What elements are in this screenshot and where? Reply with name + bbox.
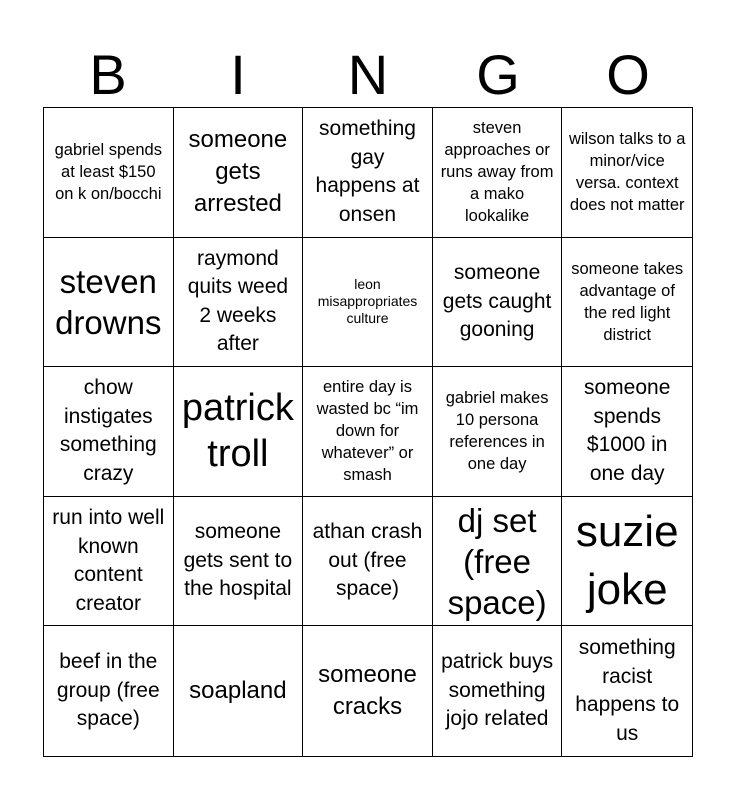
- bingo-cell-text: run into well known content creator: [52, 506, 165, 615]
- bingo-header: [43, 45, 693, 105]
- bingo-cell-text: something racist happens to us: [575, 636, 680, 745]
- bingo-cell-text: someone spends $1000 in one day: [584, 376, 671, 485]
- bingo-board: [43, 107, 693, 757]
- bingo-cell-text: someone gets arrested: [188, 126, 288, 218]
- bingo-cell[interactable]: [44, 238, 174, 368]
- bingo-cell[interactable]: [303, 626, 433, 756]
- bingo-cell-text: dj set (free space): [447, 501, 547, 621]
- header-letter-n: N: [347, 43, 389, 106]
- bingo-cell[interactable]: [433, 497, 563, 627]
- bingo-cell[interactable]: [433, 238, 563, 368]
- bingo-cell-text: athan crash out (free space): [312, 520, 423, 601]
- bingo-cell[interactable]: [44, 108, 174, 238]
- bingo-cell[interactable]: [562, 626, 692, 756]
- bingo-cell-text: someone gets sent to the hospital: [183, 520, 293, 601]
- bingo-cell-text: patrick troll: [181, 387, 294, 476]
- bingo-cell[interactable]: [562, 497, 692, 627]
- bingo-cell[interactable]: [433, 108, 563, 238]
- bingo-cell-text: someone takes advantage of the red light district: [571, 259, 684, 344]
- header-letter-g: G: [476, 43, 520, 106]
- bingo-cell-text: wilson talks to a minor/vice versa. context does not matter: [568, 130, 686, 215]
- bingo-cell[interactable]: [433, 367, 563, 497]
- header-letter-i: I: [230, 43, 246, 106]
- bingo-cell-text: someone gets caught gooning: [442, 261, 552, 342]
- bingo-cell-text: patrick buys something jojo related: [441, 650, 554, 731]
- bingo-cell-text: entire day is wasted bc “im down for whatever” or smash: [316, 378, 419, 485]
- bingo-cell[interactable]: [562, 367, 692, 497]
- header-letter-o: O: [606, 43, 650, 106]
- bingo-cell-text: steven drowns: [55, 262, 162, 341]
- bingo-cell[interactable]: [303, 497, 433, 627]
- bingo-cell-text: steven approaches or runs away from a mako lookalike: [440, 119, 554, 226]
- bingo-cell[interactable]: [303, 108, 433, 238]
- bingo-cell-text: leon misappropriates culture: [317, 276, 418, 327]
- bingo-cell-text: soapland: [189, 677, 287, 705]
- bingo-cell-text: raymond quits weed 2 weeks after: [187, 246, 289, 356]
- bingo-cell-text: beef in the group (free space): [56, 650, 160, 731]
- bingo-cell[interactable]: [174, 367, 304, 497]
- bingo-cell-text: something gay happens at onsen: [315, 117, 420, 226]
- bingo-cell[interactable]: [174, 626, 304, 756]
- bingo-cell[interactable]: [44, 367, 174, 497]
- bingo-cell-text: gabriel makes 10 persona references in one day: [445, 389, 549, 474]
- bingo-cell[interactable]: [562, 108, 692, 238]
- bingo-cell[interactable]: [174, 238, 304, 368]
- bingo-cell[interactable]: [44, 497, 174, 627]
- bingo-cell-text: chow instigates something crazy: [59, 376, 157, 485]
- bingo-cell[interactable]: [44, 626, 174, 756]
- header-letter-b: B: [89, 43, 127, 106]
- bingo-cell[interactable]: [303, 367, 433, 497]
- bingo-cell[interactable]: [174, 497, 304, 627]
- bingo-cell[interactable]: [174, 108, 304, 238]
- bingo-cell[interactable]: [433, 626, 563, 756]
- bingo-cell-text: gabriel spends at least $150 on k on/bocchi: [54, 141, 162, 204]
- bingo-cell[interactable]: [562, 238, 692, 368]
- bingo-cell-text: someone cracks: [318, 661, 417, 721]
- bingo-cell-text: suzie joke: [575, 507, 679, 615]
- bingo-cell[interactable]: [303, 238, 433, 368]
